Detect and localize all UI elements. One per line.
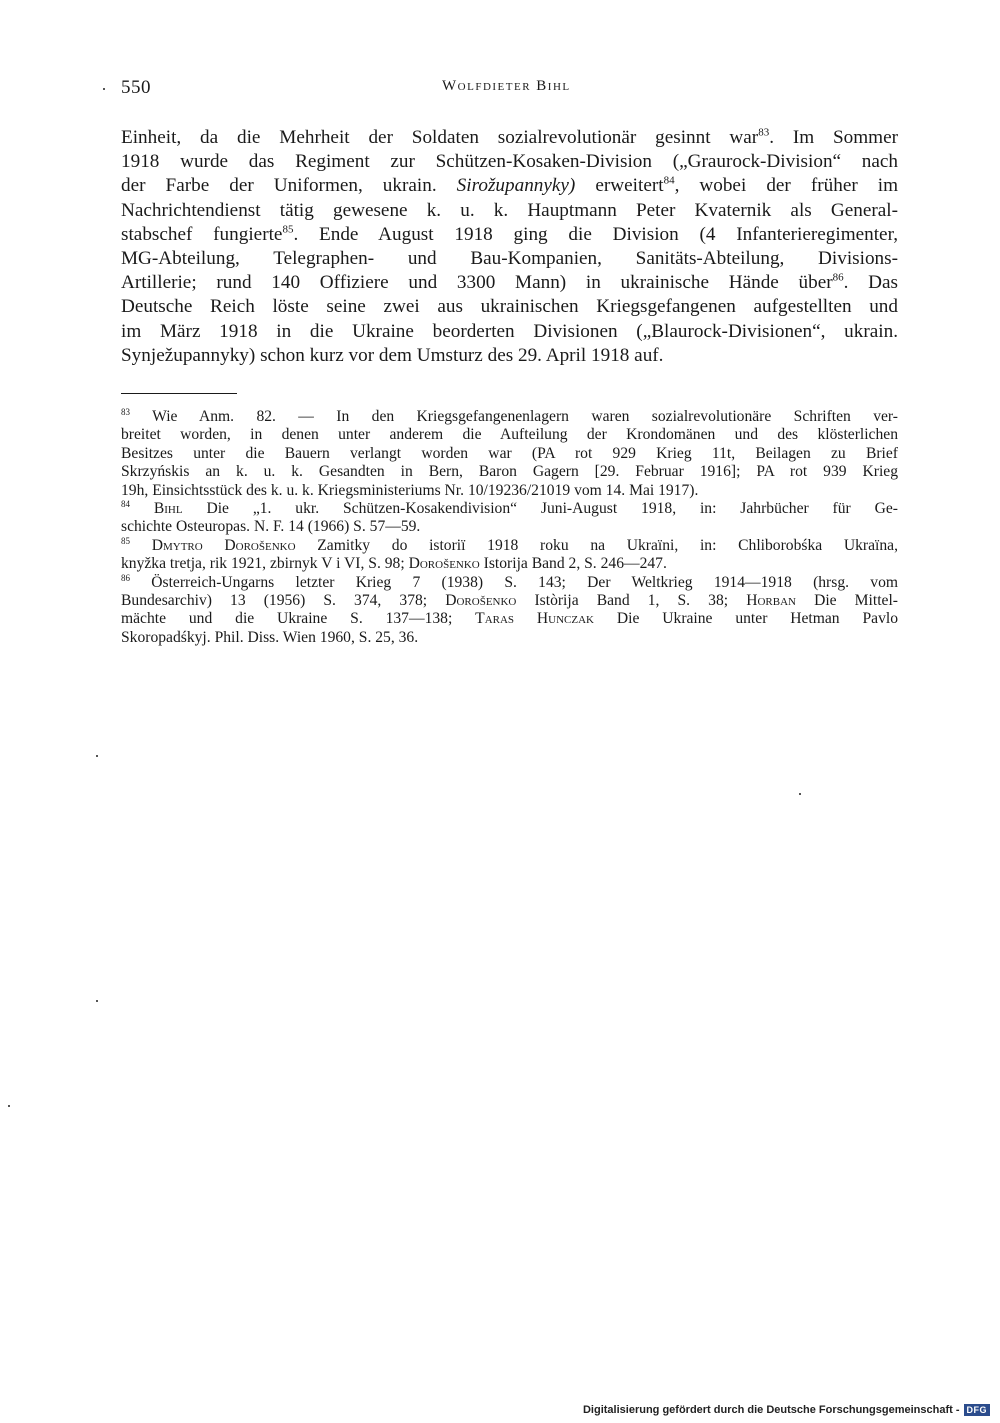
footnote-ref[interactable]: 84 — [663, 175, 675, 188]
text-line: Einheit, da die Mehrheit der Soldaten sozialrevolutionär gesinnt war$^{83}$. Im Sommer — [121, 126, 898, 148]
scan-speck — [103, 88, 105, 90]
scan-speck — [96, 755, 98, 757]
footnote-line: mächte und die Ukraine S. 137—138; Taras Hunczak Die Ukraine unter Hetman Pavlo — [121, 610, 898, 628]
footnote-line: Bundesarchiv) 13 (1956) S. 374, 378; Dorošenko Istòrija Band 1, S. 38; Horban Die Mittel- — [121, 592, 898, 610]
footnote-line: 19h, Einsichtsstück des k. u. k. Kriegsministeriums Nr. 10/19236/21019 vom 14. Mai 1917). — [121, 481, 699, 499]
footnote-84: $^{84}$ Bihl Die „1. ukr. Schützen-Kosakendivision“ Juni-August 1918, in: Jahrbücher für Ge- — [121, 498, 898, 518]
footnote-line: Skoropadśkyj. Phil. Diss. Wien 1960, S. 25, 36. — [121, 628, 419, 646]
footnote-line: schichte Osteuropas. N. F. 14 (1966) S. 57—59. — [121, 518, 421, 536]
page-number: 550 — [121, 77, 151, 98]
italic-term: Sirožupannyky) — [456, 175, 576, 197]
text-line: Deutsche Reich löste seine zwei aus ukrainischen Kriegsgefangenen aufgestellten und — [121, 296, 898, 318]
scan-speck — [8, 1105, 10, 1107]
footnote-line: knyžka tretja, rik 1921, zbirnyk V i VI, S. 98; Dorošenko Istorija Band 2, S. 246—247. — [121, 555, 667, 573]
running-head: Wolfdieter Bihl — [442, 78, 571, 94]
text-line: im März 1918 in die Ukraine beorderten Divisionen („Blaurock-Divisionen“, ukrain. — [121, 320, 898, 342]
text-line: stabschef fungierte$^{85}$. Ende August 1918 ging die Division (4 Infanterieregimenter, — [121, 223, 898, 245]
footnotes — [121, 408, 898, 647]
footnote-line: breitet worden, in denen unter anderem die Aufteilung der Krondomänen und des klösterlichen — [121, 426, 898, 444]
text-line: der Farbe der Uniformen, ukrain. Sirožupannyky) erweitert$^{84}$, wobei der früher im — [121, 175, 899, 197]
footnote-86: $^{86}$ Österreich-Ungarns letzter Krieg 7 (1938) S. 143; Der Weltkrieg 1914—1918 (hrsg. vom — [121, 572, 898, 591]
footnote-ref[interactable]: 85 — [282, 223, 294, 236]
text-line: Nachrichtendienst tätig gewesene k. u. k. Hauptmann Peter Kvaternik als General- — [121, 199, 898, 221]
scan-speck — [799, 793, 801, 795]
credit-text: Digitalisierung gefördert durch die Deutsche Forschungsgemeinschaft - — [582, 1404, 960, 1416]
dfg-logo-icon[interactable]: DFG — [964, 1404, 991, 1416]
footnote-line: Besitzes unter die Bauern verlangt worden war (PA rot 929 Krieg 11t, Beilagen zu Brief — [121, 444, 898, 462]
footnote-ref[interactable]: 86 — [832, 271, 844, 284]
footnote-line: Skrzyńskis an k. u. k. Gesandten in Bern, Baron Gagern [29. Februar 1916]; PA rot 939 Krieg — [121, 463, 898, 481]
digitization-credit — [583, 1404, 990, 1416]
text-line: 1918 wurde das Regiment zur Schützen-Kosaken-Division („Graurock-Division“ nach — [121, 151, 898, 173]
main-text — [121, 126, 898, 368]
text-line: MG-Abteilung, Telegraphen- und Bau-Kompanien, Sanitäts-Abteilung, Divisions- — [121, 248, 898, 270]
footnote-rule — [121, 393, 237, 394]
footnote-85: $^{85}$ Dmytro Dorošenko Zamitky do istoriï 1918 roku na Ukraïni, in: Chliborobśka Ukraïna, — [121, 535, 898, 554]
footnote-ref[interactable]: 83 — [758, 126, 770, 139]
scan-speck — [96, 1000, 98, 1002]
footnote-83: $^{83}$ Wie Anm. 82. — In den Kriegsgefangenenlagern waren sozialrevolutionäre Schriften ver- — [121, 406, 899, 425]
text-line: Artillerie; rund 140 Offiziere und 3300 Mann) in ukrainische Hände über$^{86}$. Das — [121, 271, 899, 294]
text-line: Synježupannyky) schon kurz vor dem Umsturz des 29. April 1918 auf. — [121, 344, 664, 366]
